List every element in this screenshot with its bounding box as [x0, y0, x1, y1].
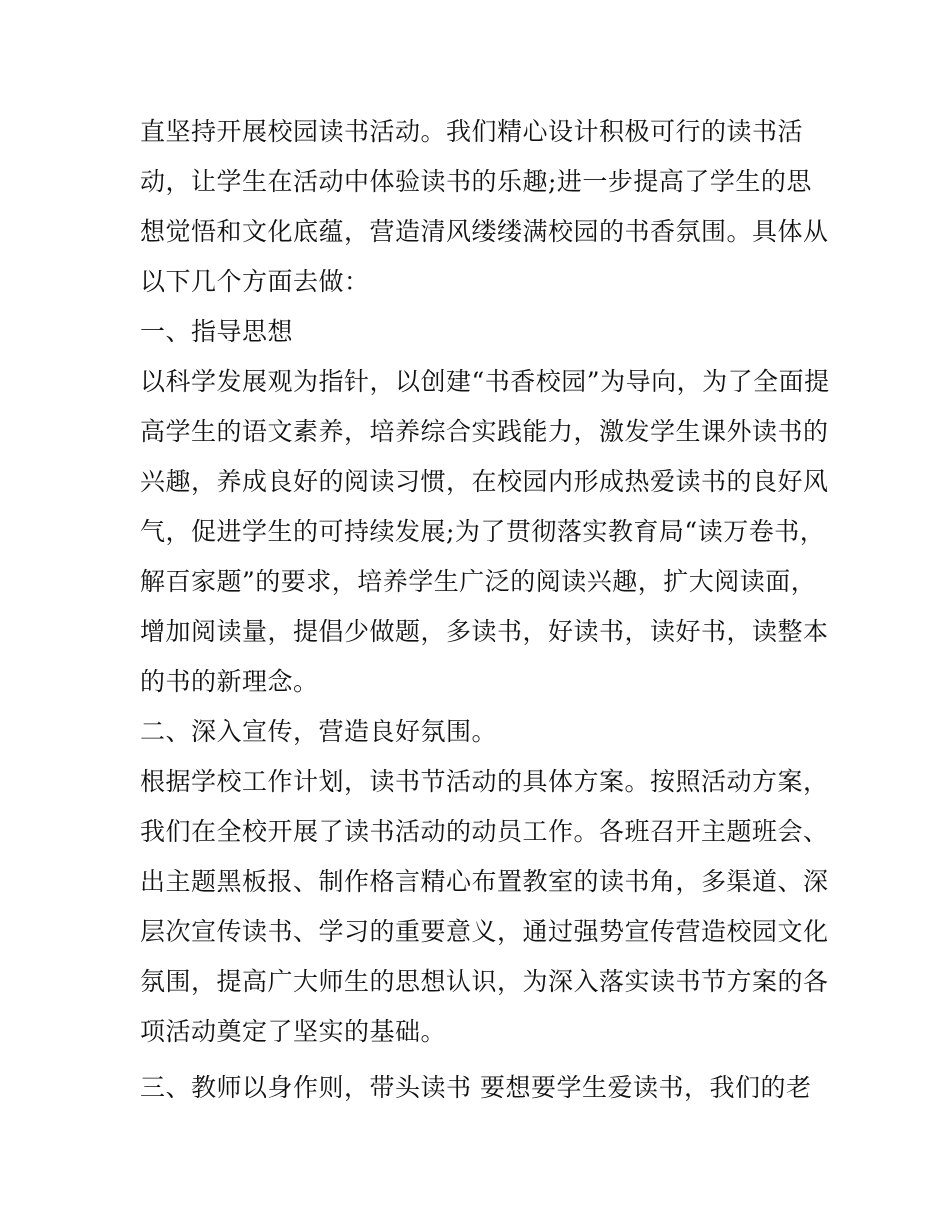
text-line: 层次宣传读书、学习的重要意义，通过强势宣传营造校园文化	[140, 917, 829, 946]
text-line: 我们在全校开展了读书活动的动员工作。各班召开主题班会、	[140, 817, 829, 846]
text-line: 想觉悟和文化底蕴，营造清风缕缕满校园的书香氛围。具体从	[140, 217, 829, 246]
text-line: 兴趣，养成良好的阅读习惯，在校园内形成热爱读书的良好风	[140, 467, 829, 496]
text-line: 以下几个方面去做：	[140, 267, 370, 296]
section-heading-1: 一、指导思想	[140, 317, 294, 346]
text-line: 的书的新理念。	[140, 667, 319, 696]
text-line: 解百家题”的要求，培养学生广泛的阅读兴趣，扩大阅读面，	[140, 567, 817, 596]
section-heading-3: 三、教师以身作则，带头读书 要想要学生爱读书，我们的老	[140, 1073, 812, 1102]
text-line: 高学生的语文素养，培养综合实践能力，激发学生课外读书的	[140, 417, 829, 446]
text-line: 根据学校工作计划，读书节活动的具体方案。按照活动方案，	[140, 767, 829, 796]
text-line: 增加阅读量，提倡少做题，多读书，好读书，读好书，读整本	[140, 617, 829, 646]
text-line: 出主题黑板报、制作格言精心布置教室的读书角，多渠道、深	[140, 867, 829, 896]
text-line: 直坚持开展校园读书活动。我们精心设计积极可行的读书活	[140, 117, 804, 146]
text-line: 项活动奠定了坚实的基础。	[140, 1017, 447, 1046]
text-line: 以科学发展观为指针，以创建“书香校园”为导向，为了全面提	[140, 367, 830, 396]
section-heading-2: 二、深入宣传，营造良好氛围。	[140, 717, 498, 746]
text-line: 氛围，提高广大师生的思想认识，为深入落实读书节方案的各	[140, 967, 829, 996]
document-body	[140, 107, 830, 1113]
text-line: 气，促进学生的可持续发展;为了贯彻落实教育局“读万卷书，	[140, 517, 826, 546]
text-line: 动，让学生在活动中体验读书的乐趣;进一步提高了学生的思	[140, 167, 812, 196]
